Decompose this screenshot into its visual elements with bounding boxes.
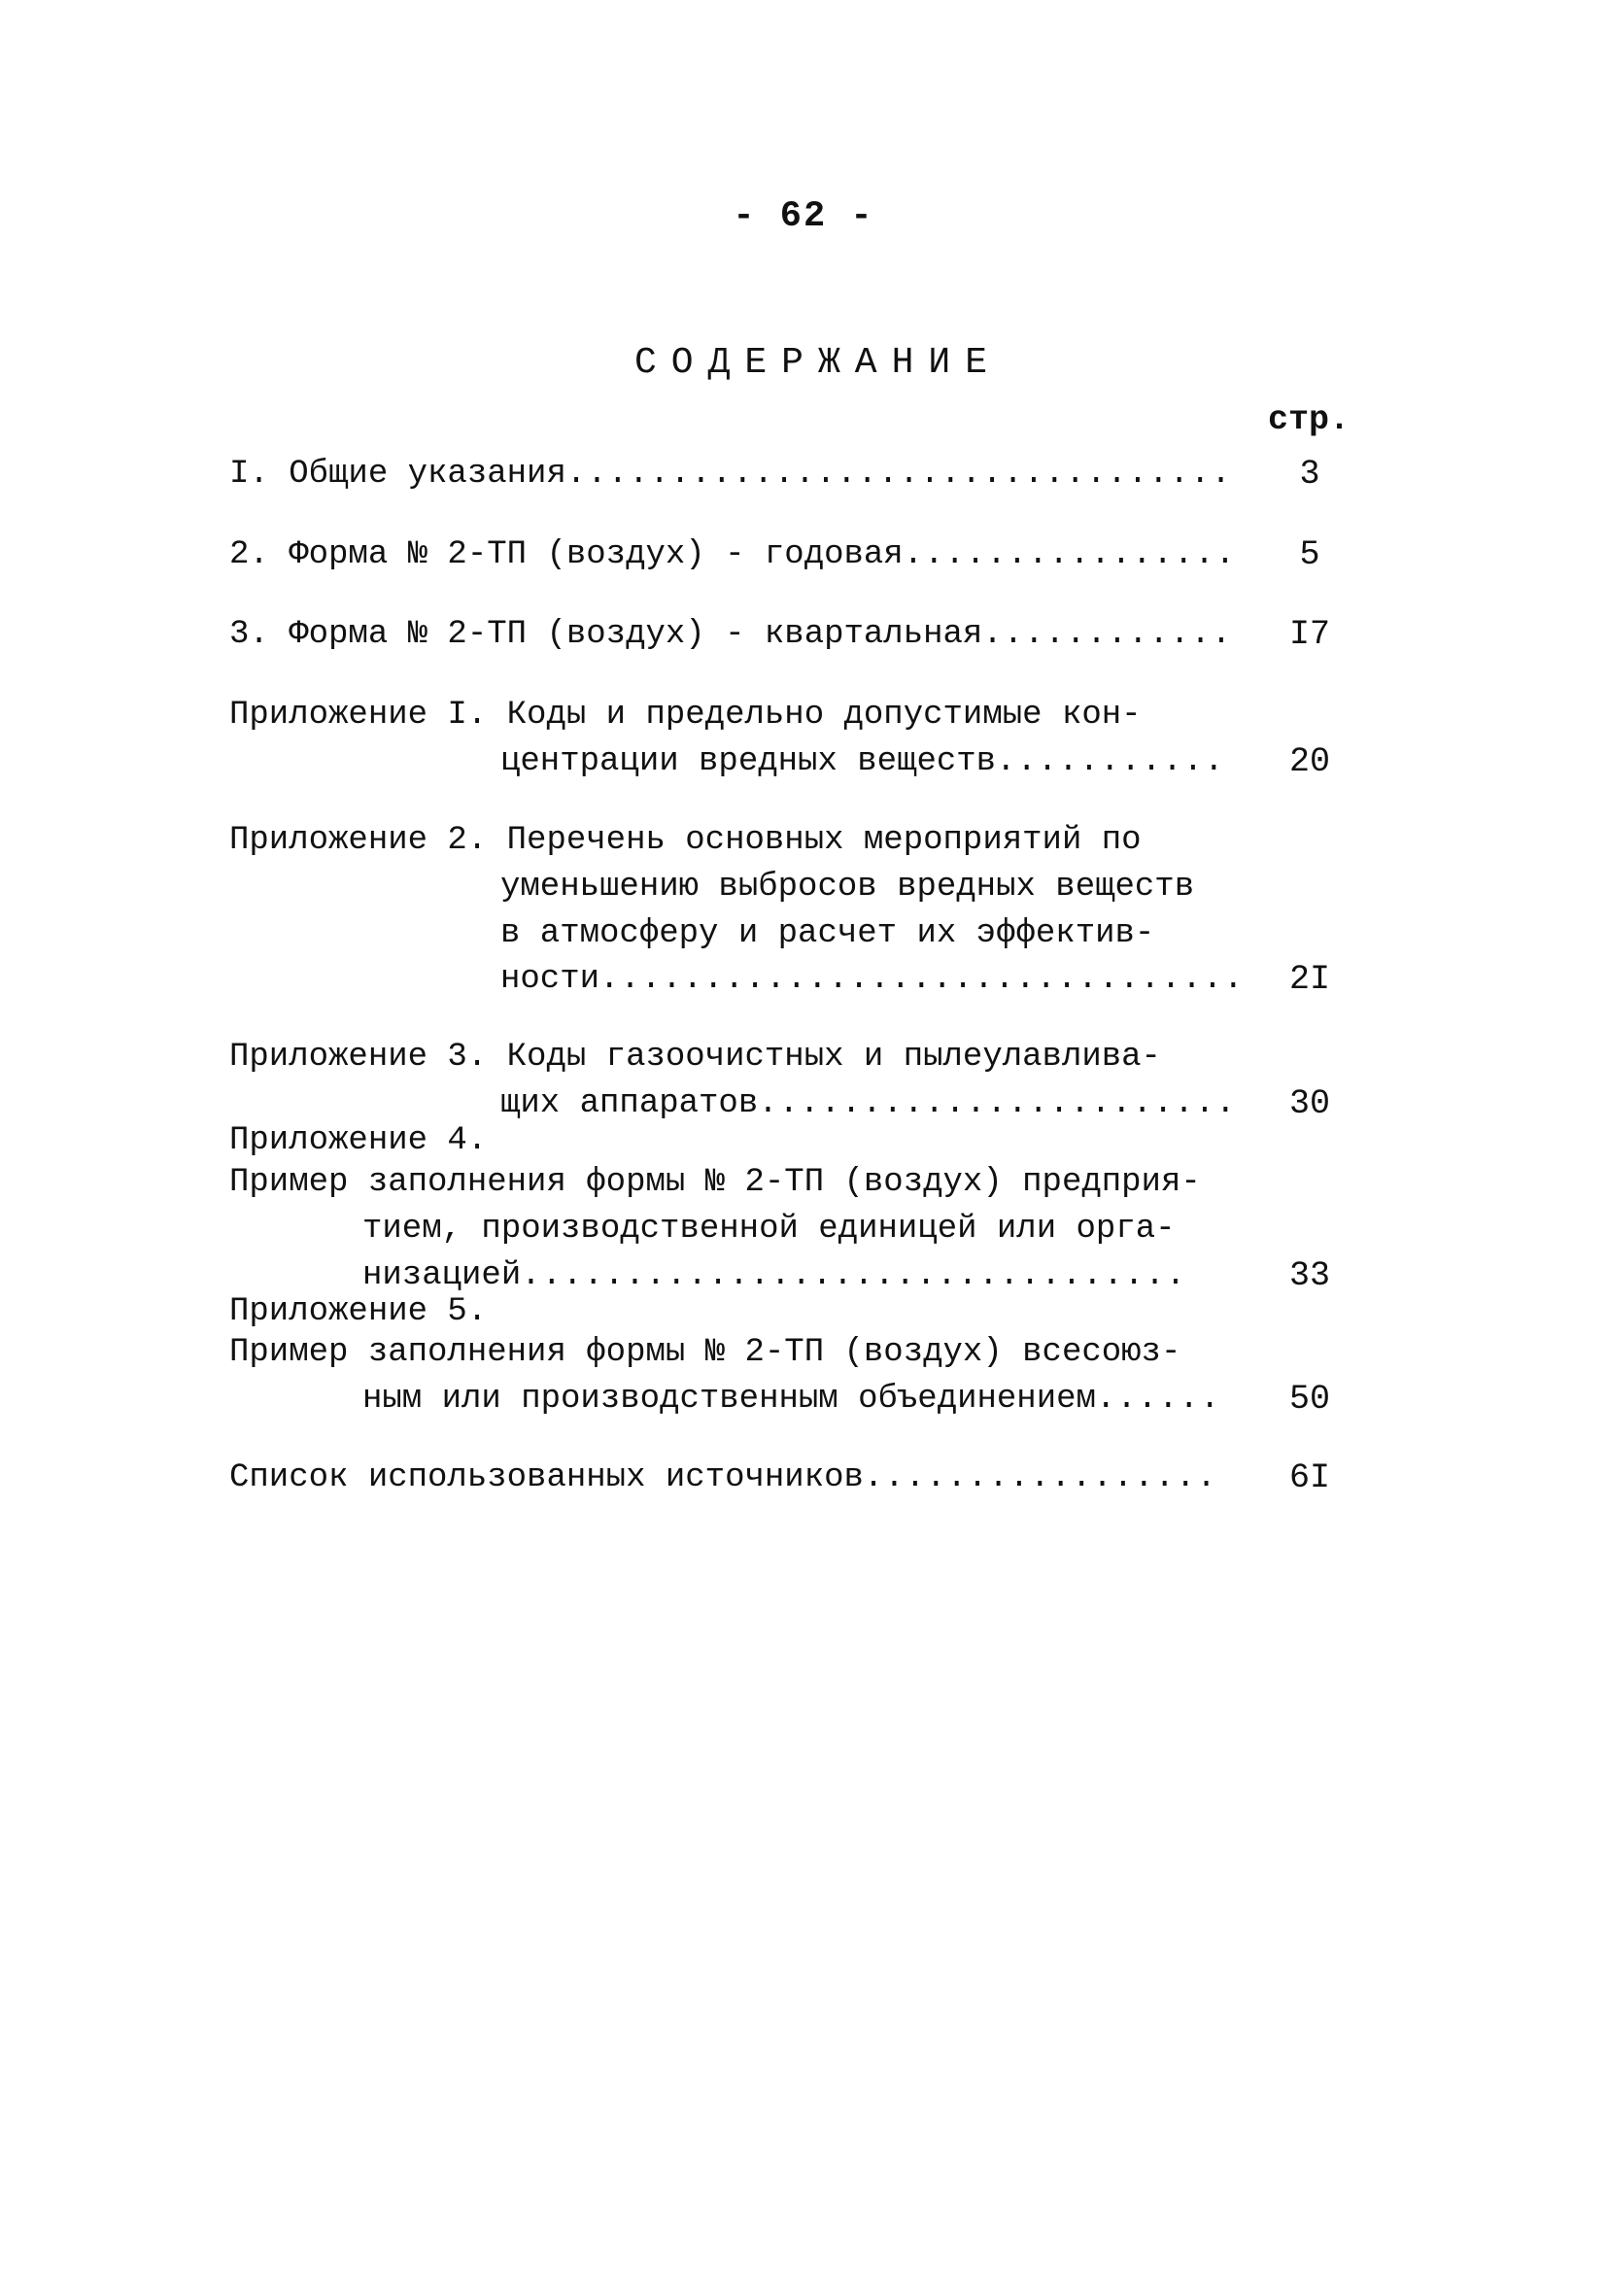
toc-entry-title: ным или производственным объединением — [362, 1381, 1096, 1418]
toc-entry-7-line-3: тием, производственной единицей или орга- — [362, 1211, 1176, 1248]
toc-leader: ................ — [903, 536, 1237, 573]
toc-entry-6-line-2 — [500, 1082, 1237, 1125]
toc-entry-3-page: I7 — [1288, 615, 1330, 654]
toc-entry-5-line-3: в атмосферу и расчет их эффектив- — [500, 915, 1155, 952]
toc-entry-4-line-1: Приложение I. Коды и предельно допустимые кон- — [229, 697, 1142, 734]
page-number: - 62 - — [733, 196, 874, 237]
toc-entry-6-page: 30 — [1288, 1084, 1330, 1123]
toc-entry-title: 3. Форма № 2-ТП (воздух) - квартальная — [229, 616, 983, 653]
toc-entry-3 — [229, 613, 1232, 656]
toc-leader: ........... — [996, 743, 1225, 780]
toc-leader: ................................ — [565, 456, 1232, 493]
toc-entry-5-line-1: Приложение 2. Перечень основных мероприятий по — [229, 822, 1142, 859]
toc-entry-8-line-3 — [362, 1378, 1220, 1421]
toc-leader: ................. — [863, 1459, 1217, 1496]
toc-entry-7-page: 33 — [1288, 1256, 1330, 1295]
toc-entry-8-page: 50 — [1288, 1380, 1330, 1419]
toc-entry-7-line-2: Пример заполнения формы № 2-ТП (воздух) предприя- — [229, 1164, 1201, 1201]
toc-entry-title: 2. Форма № 2-ТП (воздух) - годовая — [229, 536, 904, 573]
toc-entry-title: центрации вредных веществ — [500, 743, 997, 780]
toc-leader: ............................... — [599, 961, 1245, 998]
toc-entry-title: низацией — [362, 1257, 522, 1294]
toc-entry-title: I. Общие указания — [229, 456, 566, 493]
toc-entry-title: щих аппаратов — [500, 1085, 759, 1122]
toc-entry-4-page: 20 — [1288, 742, 1330, 781]
toc-entry-6-line-1: Приложение 3. Коды газоочистных и пылеулавлива- — [229, 1039, 1161, 1076]
toc-leader: ....................... — [758, 1085, 1237, 1122]
toc-entry-7-line-1: Приложение 4. — [229, 1122, 488, 1159]
toc-entry-title: ности — [500, 961, 600, 998]
toc-entry-1 — [229, 453, 1232, 496]
toc-entry-5-line-4 — [500, 958, 1245, 1001]
contents-heading: СОДЕРЖАНИЕ — [633, 342, 1003, 384]
toc-entry-2 — [229, 533, 1236, 576]
toc-leader: ................................ — [521, 1257, 1187, 1294]
toc-entry-8-line-2: Пример заполнения формы № 2-ТП (воздух) всесоюз- — [229, 1334, 1181, 1371]
toc-entry-8-line-1: Приложение 5. — [229, 1293, 488, 1330]
toc-entry-5-line-2: уменьшению выбросов вредных веществ — [500, 869, 1195, 906]
toc-entry-5-page: 2I — [1288, 960, 1330, 999]
toc-entry-1-page: 3 — [1299, 455, 1320, 494]
toc-entry-9 — [229, 1456, 1217, 1499]
toc-leader: ...... — [1095, 1381, 1221, 1418]
toc-entry-4-line-2 — [500, 740, 1225, 783]
toc-entry-title: Список использованных источников — [229, 1459, 864, 1496]
toc-entry-9-page: 6I — [1288, 1458, 1330, 1497]
toc-entry-2-page: 5 — [1299, 535, 1320, 574]
page-column-label: стр. — [1268, 400, 1351, 439]
toc-leader: ............ — [982, 616, 1233, 653]
